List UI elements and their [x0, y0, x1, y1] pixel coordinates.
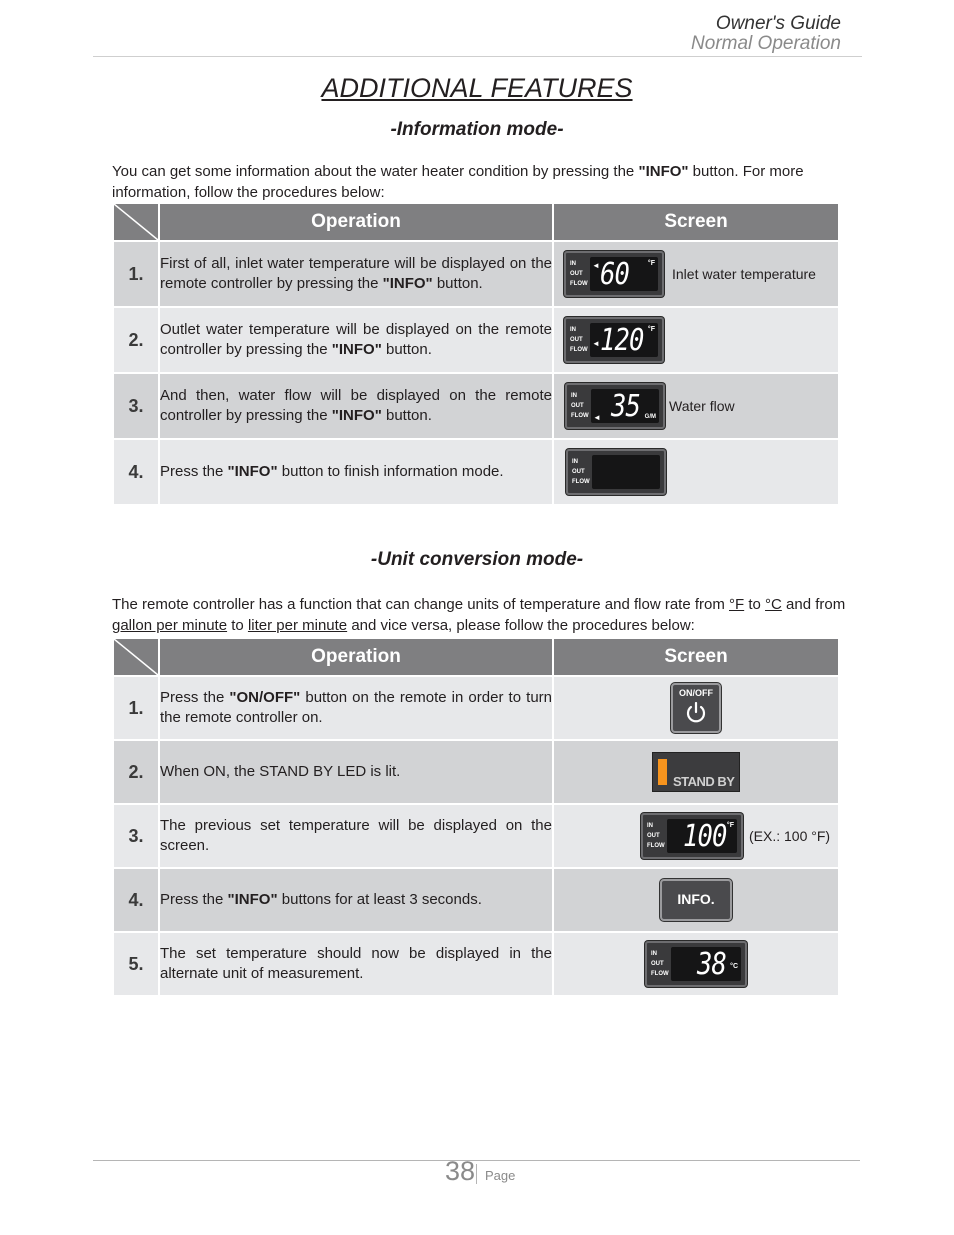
step-number: 4.	[114, 869, 158, 931]
step-screen	[554, 869, 838, 931]
info-label: INFO.	[677, 891, 715, 907]
lcd-display: IN OUT FLOW ◄ 35 G/M	[565, 383, 665, 429]
step-number: 1.	[114, 677, 158, 739]
unit-mode-table	[112, 637, 840, 997]
screen-caption: (EX.: 100 °F)	[749, 828, 831, 844]
col-operation: Operation	[160, 639, 552, 675]
lcd-digits: 60	[600, 257, 630, 292]
standby-led-icon	[658, 759, 667, 785]
step-text: The previous set temperature will be displayed on the screen.	[160, 805, 552, 867]
lcd-display: IN OUT FLOW 38 °C	[645, 941, 747, 987]
table-corner	[114, 639, 158, 675]
unit-mode-intro: The remote controller has a function that can change units of temperature and flow rate from °F to °C and from gallon per minute to liter per minute and vice versa, please follow the procedures below:	[112, 596, 846, 634]
col-screen: Screen	[554, 639, 838, 675]
lcd-unit: °C	[730, 963, 738, 970]
table-row	[114, 741, 838, 803]
step-number: 1.	[114, 242, 158, 306]
arrow-left-icon: ◄	[592, 261, 600, 270]
page-number: 38	[445, 1156, 476, 1186]
lcd-unit: G/M	[644, 414, 656, 420]
step-number: 2.	[114, 308, 158, 372]
lcd-unit: °F	[647, 326, 655, 333]
power-icon	[685, 702, 707, 724]
table-row	[114, 677, 838, 739]
step-number: 3.	[114, 805, 158, 867]
unit-mode-subtitle: -Unit conversion mode-	[370, 549, 584, 570]
step-screen	[554, 308, 838, 372]
step-screen	[554, 741, 838, 803]
step-text: First of all, inlet water temperature will be displayed on the remote controller by pressing the "INFO" button.	[160, 242, 552, 306]
lcd-unit: °F	[647, 260, 655, 267]
step-text: Press the "ON/OFF" button on the remote in order to turn the remote controller on.	[160, 677, 552, 739]
header-guide: Owner's Guide	[715, 13, 841, 34]
step-number: 3.	[114, 374, 158, 438]
lcd-display: IN OUT FLOW 100 °F	[641, 813, 743, 859]
table-row	[114, 440, 838, 504]
lcd-display: IN OUT FLOW ◄ 120 °F	[564, 317, 664, 363]
standby-label: STAND BY	[673, 774, 735, 789]
page-title: ADDITIONAL FEATURES	[321, 73, 633, 103]
lcd-digits: 120	[600, 323, 644, 358]
step-number: 2.	[114, 741, 158, 803]
info-button-image	[660, 879, 732, 921]
footer-rule	[93, 1160, 860, 1161]
page-separator	[476, 1164, 477, 1184]
step-screen	[554, 805, 838, 867]
lcd-digits: 38	[697, 947, 727, 982]
step-text: Press the "INFO" button to finish information mode.	[160, 440, 552, 504]
lcd-display: IN OUT FLOW ◄ 60 °F	[564, 251, 664, 297]
step-text: The set temperature should now be displayed in the alternate unit of measurement.	[160, 933, 552, 995]
step-screen	[554, 933, 838, 995]
table-row	[114, 933, 838, 995]
screen-caption: Water flow	[669, 398, 735, 414]
table-row	[114, 308, 838, 372]
arrow-left-icon: ◄	[593, 413, 601, 422]
lcd-display-blank: IN OUT FLOW	[566, 449, 666, 495]
screen-caption: Inlet water temperature	[672, 266, 816, 282]
table-row	[114, 242, 838, 306]
page-label: Page	[485, 1168, 516, 1183]
step-screen	[554, 677, 838, 739]
col-operation: Operation	[160, 204, 552, 240]
table-row	[114, 374, 838, 438]
running-header	[691, 14, 841, 54]
step-text: Press the "INFO" buttons for at least 3 seconds.	[160, 869, 552, 931]
step-text: And then, water flow will be displayed on the remote controller by pressing the "INFO" button.	[160, 374, 552, 438]
table-row	[114, 869, 838, 931]
step-number: 4.	[114, 440, 158, 504]
info-mode-subtitle: -Information mode-	[390, 119, 564, 140]
col-screen: Screen	[554, 204, 838, 240]
table-row	[114, 805, 838, 867]
lcd-unit: °F	[726, 822, 734, 829]
header-rule	[93, 56, 862, 57]
table-corner	[114, 204, 158, 240]
on-off-label: ON/OFF	[679, 688, 713, 698]
step-screen	[554, 242, 838, 306]
info-mode-intro: You can get some information about the water heater condition by pressing the "INFO" button. For more information, follow the procedures below:	[112, 163, 804, 201]
arrow-left-icon: ◄	[592, 339, 600, 348]
step-text: Outlet water temperature will be displayed on the remote controller by pressing the "INFO" button.	[160, 308, 552, 372]
standby-indicator	[652, 752, 740, 792]
step-text: When ON, the STAND BY LED is lit.	[160, 741, 552, 803]
on-off-button-image	[671, 683, 721, 733]
lcd-digits: 35	[611, 389, 641, 424]
step-number: 5.	[114, 933, 158, 995]
info-mode-table	[112, 202, 840, 506]
step-screen	[554, 440, 838, 504]
header-section: Normal Operation	[691, 33, 841, 54]
lcd-digits: 100	[683, 819, 727, 854]
step-screen	[554, 374, 838, 438]
